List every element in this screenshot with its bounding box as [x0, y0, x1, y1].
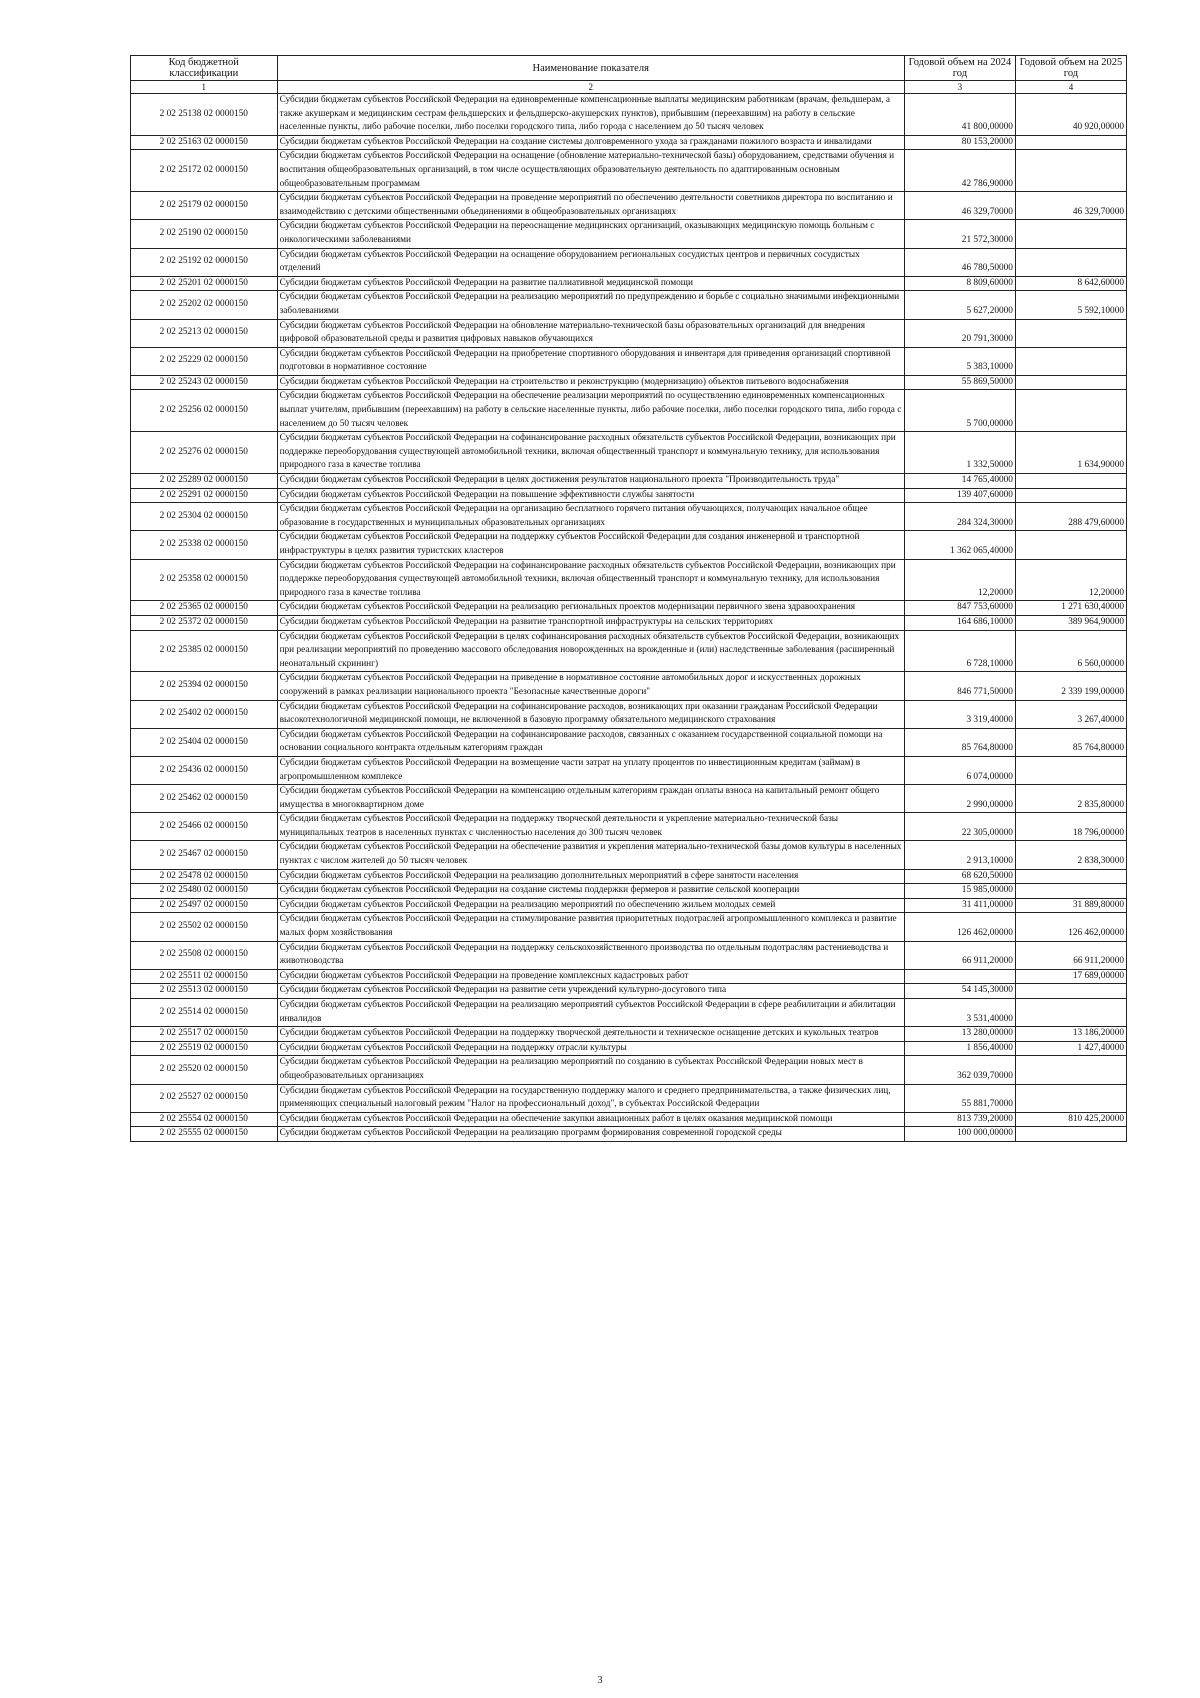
row-name: Субсидии бюджетам субъектов Российской Федерации на реализацию мероприятий по созданию в субъектах Российской Федерации новых мест в общеобразовательных организациях — [277, 1056, 904, 1084]
row-name: Субсидии бюджетам субъектов Российской Федерации на обеспечение реализации мероприятий по осуществлению единовременных компенсационных выплат учителям, прибывшим (переехавшим) на работу в сельские населенные пункты, либо рабочие поселки, либо поселки городского типа, либо города с населением до 50 тысяч человек — [277, 390, 904, 432]
table-row — [131, 630, 1127, 672]
row-2024: 46 329,70000 — [904, 192, 1015, 220]
row-2024: 6 728,10000 — [904, 630, 1015, 672]
row-name: Субсидии бюджетам субъектов Российской Федерации на обеспечение развития и укрепления материально-технической базы домов культуры в населенных пунктах с числом жителей до 50 тысяч человек — [277, 841, 904, 869]
row-name: Субсидии бюджетам субъектов Российской Федерации на повышение эффективности службы занятости — [277, 488, 904, 503]
header-code: Код бюджетной классификации — [131, 56, 278, 81]
column-index-1: 1 — [131, 81, 278, 94]
table-row — [131, 347, 1127, 375]
table-row — [131, 220, 1127, 248]
row-2025: 389 964,90000 — [1015, 615, 1126, 630]
row-2025: 31 889,80000 — [1015, 898, 1126, 913]
header-name: Наименование показателя — [277, 56, 904, 81]
row-code: 2 02 25394 02 0000150 — [131, 672, 278, 700]
row-2025 — [1015, 869, 1126, 884]
row-2025: 5 592,10000 — [1015, 291, 1126, 319]
row-name: Субсидии бюджетам субъектов Российской Федерации на поддержку творческой деятельности и укрепление материально-технической базы муниципальных театров в населенных пунктах с численностью населения до 300 тысяч человек — [277, 813, 904, 841]
row-code: 2 02 25276 02 0000150 — [131, 432, 278, 474]
row-2024: 5 627,20000 — [904, 291, 1015, 319]
table-row — [131, 999, 1127, 1027]
row-code: 2 02 25192 02 0000150 — [131, 248, 278, 276]
row-name: Субсидии бюджетам субъектов Российской Федерации на оснащение (обновление материально-технической базы) оборудованием, средствами обучения и воспитания общеобразовательных организаций, в том числе осуществляющих образовательную деятельность по адаптированным основным общеобразовательным программам — [277, 150, 904, 192]
row-code: 2 02 25527 02 0000150 — [131, 1084, 278, 1112]
row-code: 2 02 25462 02 0000150 — [131, 785, 278, 813]
row-code: 2 02 25555 02 0000150 — [131, 1127, 278, 1142]
row-2024 — [904, 969, 1015, 984]
header-2025: Годовой объем на 2025 год — [1015, 56, 1126, 81]
table-row — [131, 276, 1127, 291]
row-name: Субсидии бюджетам субъектов Российской Федерации на проведение комплексных кадастровых работ — [277, 969, 904, 984]
row-name: Субсидии бюджетам субъектов Российской Федерации в целях достижения результатов национального проекта "Производительность труда" — [277, 474, 904, 489]
row-2025 — [1015, 1127, 1126, 1142]
row-2024: 813 739,20000 — [904, 1112, 1015, 1127]
table-row — [131, 375, 1127, 390]
table-row — [131, 531, 1127, 559]
row-2025 — [1015, 1084, 1126, 1112]
row-name: Субсидии бюджетам субъектов Российской Федерации на переоснащение медицинских организаций, оказывающих медицинскую помощь больным с онкологическими заболеваниями — [277, 220, 904, 248]
table-row — [131, 319, 1127, 347]
row-2025: 46 329,70000 — [1015, 192, 1126, 220]
row-2025: 18 796,00000 — [1015, 813, 1126, 841]
row-name: Субсидии бюджетам субъектов Российской Федерации на развитие транспортной инфраструктуры на сельских территориях — [277, 615, 904, 630]
row-code: 2 02 25358 02 0000150 — [131, 559, 278, 601]
table-row — [131, 150, 1127, 192]
row-code: 2 02 25229 02 0000150 — [131, 347, 278, 375]
table-row — [131, 390, 1127, 432]
row-name: Субсидии бюджетам субъектов Российской Федерации на обеспечение закупки авиационных работ в целях оказания медицинской помощи — [277, 1112, 904, 1127]
row-name: Субсидии бюджетам субъектов Российской Федерации на реализацию мероприятий по предупреждению и борьбе с социально значимыми инфекционными заболеваниями — [277, 291, 904, 319]
table-row — [131, 601, 1127, 616]
row-2024: 55 869,50000 — [904, 375, 1015, 390]
table-row — [131, 898, 1127, 913]
row-name: Субсидии бюджетам субъектов Российской Федерации на реализацию дополнительных мероприятий в сфере занятости населения — [277, 869, 904, 884]
row-code: 2 02 25202 02 0000150 — [131, 291, 278, 319]
row-2025 — [1015, 474, 1126, 489]
row-2024: 55 881,70000 — [904, 1084, 1015, 1112]
row-2025: 1 271 630,40000 — [1015, 601, 1126, 616]
row-2025 — [1015, 220, 1126, 248]
row-code: 2 02 25480 02 0000150 — [131, 884, 278, 899]
row-2024: 46 780,50000 — [904, 248, 1015, 276]
row-2024: 3 319,40000 — [904, 700, 1015, 728]
row-2024: 6 074,00000 — [904, 756, 1015, 784]
row-code: 2 02 25172 02 0000150 — [131, 150, 278, 192]
table-row — [131, 785, 1127, 813]
row-code: 2 02 25372 02 0000150 — [131, 615, 278, 630]
row-2024: 3 531,40000 — [904, 999, 1015, 1027]
row-2024: 2 990,00000 — [904, 785, 1015, 813]
row-2024: 100 000,00000 — [904, 1127, 1015, 1142]
row-code: 2 02 25497 02 0000150 — [131, 898, 278, 913]
row-name: Субсидии бюджетам субъектов Российской Федерации на создание системы поддержки фермеров и развитие сельской кооперации — [277, 884, 904, 899]
table-row — [131, 615, 1127, 630]
row-2025: 3 267,40000 — [1015, 700, 1126, 728]
row-code: 2 02 25517 02 0000150 — [131, 1027, 278, 1042]
table-row — [131, 728, 1127, 756]
table-row — [131, 1084, 1127, 1112]
table-row — [131, 503, 1127, 531]
table-row — [131, 913, 1127, 941]
row-code: 2 02 25338 02 0000150 — [131, 531, 278, 559]
row-name: Субсидии бюджетам субъектов Российской Федерации на приобретение спортивного оборудования и инвентаря для приведения организаций спортивной подготовки в нормативное состояние — [277, 347, 904, 375]
column-index-4: 4 — [1015, 81, 1126, 94]
row-code: 2 02 25291 02 0000150 — [131, 488, 278, 503]
table-row — [131, 248, 1127, 276]
row-name: Субсидии бюджетам субъектов Российской Федерации на поддержку отрасли культуры — [277, 1041, 904, 1056]
table-row — [131, 291, 1127, 319]
row-name: Субсидии бюджетам субъектов Российской Федерации на поддержку творческой деятельности и техническое оснащение детских и кукольных театров — [277, 1027, 904, 1042]
table-row — [131, 1041, 1127, 1056]
table-row — [131, 474, 1127, 489]
row-2024: 5 700,00000 — [904, 390, 1015, 432]
row-code: 2 02 25365 02 0000150 — [131, 601, 278, 616]
row-2024: 12,20000 — [904, 559, 1015, 601]
row-2024: 85 764,80000 — [904, 728, 1015, 756]
budget-table — [130, 55, 1127, 1142]
row-2024: 21 572,30000 — [904, 220, 1015, 248]
row-2025: 1 634,90000 — [1015, 432, 1126, 474]
row-2024: 139 407,60000 — [904, 488, 1015, 503]
table-row — [131, 700, 1127, 728]
row-2025: 288 479,60000 — [1015, 503, 1126, 531]
row-name: Субсидии бюджетам субъектов Российской Федерации на стимулирование развития приоритетных подотраслей агропромышленного комплекса и развитие малых форм хозяйствования — [277, 913, 904, 941]
table-row — [131, 559, 1127, 601]
row-2025: 85 764,80000 — [1015, 728, 1126, 756]
row-code: 2 02 25179 02 0000150 — [131, 192, 278, 220]
row-2024: 41 800,00000 — [904, 94, 1015, 136]
row-2024: 846 771,50000 — [904, 672, 1015, 700]
table-row — [131, 1027, 1127, 1042]
table-row — [131, 884, 1127, 899]
row-code: 2 02 25554 02 0000150 — [131, 1112, 278, 1127]
row-2025: 8 642,60000 — [1015, 276, 1126, 291]
column-index-2: 2 — [277, 81, 904, 94]
row-2024: 66 911,20000 — [904, 941, 1015, 969]
table-body — [131, 94, 1127, 1142]
row-code: 2 02 25502 02 0000150 — [131, 913, 278, 941]
row-2025: 2 838,30000 — [1015, 841, 1126, 869]
row-2025 — [1015, 390, 1126, 432]
row-code: 2 02 25163 02 0000150 — [131, 135, 278, 150]
table-row — [131, 969, 1127, 984]
row-code: 2 02 25256 02 0000150 — [131, 390, 278, 432]
row-name: Субсидии бюджетам субъектов Российской Федерации на государственную поддержку малого и среднего предпринимательства, а также физических лиц, применяющих специальный налоговый режим "Налог на профессиональный доход", в субъектах Российской Федерации — [277, 1084, 904, 1112]
row-name: Субсидии бюджетам субъектов Российской Федерации на обновление материально-технической базы образовательных организаций для внедрения цифровой образовательной среды и развития цифровых навыков обучающихся — [277, 319, 904, 347]
budget-table-container — [130, 55, 1127, 1142]
row-2025: 66 911,20000 — [1015, 941, 1126, 969]
row-code: 2 02 25466 02 0000150 — [131, 813, 278, 841]
row-2024: 1 362 065,40000 — [904, 531, 1015, 559]
row-code: 2 02 25520 02 0000150 — [131, 1056, 278, 1084]
row-2024: 68 620,50000 — [904, 869, 1015, 884]
table-row — [131, 135, 1127, 150]
row-name: Субсидии бюджетам субъектов Российской Федерации на строительство и реконструкцию (модернизацию) объектов питьевого водоснабжения — [277, 375, 904, 390]
row-2024: 42 786,90000 — [904, 150, 1015, 192]
row-2024: 80 153,20000 — [904, 135, 1015, 150]
row-2025: 40 920,00000 — [1015, 94, 1126, 136]
row-code: 2 02 25213 02 0000150 — [131, 319, 278, 347]
row-2024: 1 856,40000 — [904, 1041, 1015, 1056]
row-name: Субсидии бюджетам субъектов Российской Федерации на софинансирование расходных обязательств субъектов Российской Федерации, возникающих при поддержке переоборудования существующей автомобильной техники, включая общественный транспорт и коммунальную технику, для использования природного газа в качестве топлива — [277, 432, 904, 474]
table-row — [131, 488, 1127, 503]
row-2024: 5 383,10000 — [904, 347, 1015, 375]
page-number: 3 — [597, 1675, 603, 1686]
row-name: Субсидии бюджетам субъектов Российской Федерации на реализацию мероприятий субъектов Российской Федерации в сфере реабилитации и абилитации инвалидов — [277, 999, 904, 1027]
table-row — [131, 756, 1127, 784]
table-row — [131, 941, 1127, 969]
row-name: Субсидии бюджетам субъектов Российской Федерации на организацию бесплатного горячего питания обучающихся, получающих начальное общее образование в государственных и муниципальных образовательных организациях — [277, 503, 904, 531]
row-code: 2 02 25289 02 0000150 — [131, 474, 278, 489]
row-name: Субсидии бюджетам субъектов Российской Федерации на приведение в нормативное состояние автомобильных дорог и искусственных дорожных сооружений в рамках реализации национального проекта "Безопасные качественные дороги" — [277, 672, 904, 700]
row-2025: 126 462,00000 — [1015, 913, 1126, 941]
row-2025 — [1015, 248, 1126, 276]
row-name: Субсидии бюджетам субъектов Российской Федерации на реализацию региональных проектов модернизации первичного звена здравоохранения — [277, 601, 904, 616]
row-2024: 13 280,00000 — [904, 1027, 1015, 1042]
row-name: Субсидии бюджетам субъектов Российской Федерации на софинансирование расходов, возникающих при оказании гражданам Российской Федерации высокотехнологичной медицинской помощи, не включенной в базовую программу обязательного медицинского страхования — [277, 700, 904, 728]
row-code: 2 02 25201 02 0000150 — [131, 276, 278, 291]
row-2024: 31 411,00000 — [904, 898, 1015, 913]
row-code: 2 02 25190 02 0000150 — [131, 220, 278, 248]
row-name: Субсидии бюджетам субъектов Российской Федерации на развитие сети учреждений культурно-досугового типа — [277, 984, 904, 999]
row-code: 2 02 25519 02 0000150 — [131, 1041, 278, 1056]
row-code: 2 02 25385 02 0000150 — [131, 630, 278, 672]
row-2025 — [1015, 375, 1126, 390]
table-header-row — [131, 56, 1127, 81]
row-code: 2 02 25513 02 0000150 — [131, 984, 278, 999]
row-name: Субсидии бюджетам субъектов Российской Федерации на создание системы долговременного ухода за гражданами пожилого возраста и инвалидами — [277, 135, 904, 150]
table-row — [131, 94, 1127, 136]
row-name: Субсидии бюджетам субъектов Российской Федерации на проведение мероприятий по обеспечению деятельности советников директора по воспитанию и взаимодействию с детскими общественными объединениями в общеобразовательных организациях — [277, 192, 904, 220]
row-code: 2 02 25514 02 0000150 — [131, 999, 278, 1027]
column-index-3: 3 — [904, 81, 1015, 94]
table-row — [131, 984, 1127, 999]
row-name: Субсидии бюджетам субъектов Российской Федерации на софинансирование расходов, связанных с оказанием государственной социальной помощи на основании социального контракта отдельным категориям граждан — [277, 728, 904, 756]
row-2024: 126 462,00000 — [904, 913, 1015, 941]
table-row — [131, 841, 1127, 869]
row-code: 2 02 25404 02 0000150 — [131, 728, 278, 756]
row-2025: 17 689,00000 — [1015, 969, 1126, 984]
row-2025: 13 186,20000 — [1015, 1027, 1126, 1042]
row-2025: 1 427,40000 — [1015, 1041, 1126, 1056]
row-2024: 15 985,00000 — [904, 884, 1015, 899]
row-2024: 164 686,10000 — [904, 615, 1015, 630]
row-2025: 6 560,00000 — [1015, 630, 1126, 672]
row-2025 — [1015, 347, 1126, 375]
row-2024: 1 332,50000 — [904, 432, 1015, 474]
row-2024: 284 324,30000 — [904, 503, 1015, 531]
table-row — [131, 1112, 1127, 1127]
row-code: 2 02 25467 02 0000150 — [131, 841, 278, 869]
row-2024: 2 913,10000 — [904, 841, 1015, 869]
row-name: Субсидии бюджетам субъектов Российской Федерации на софинансирование расходных обязательств субъектов Российской Федерации, возникающих при поддержке переоборудования существующей автомобильной техники, включая общественный транспорт и коммунальную технику, для использования природного газа в качестве топлива — [277, 559, 904, 601]
row-2025 — [1015, 488, 1126, 503]
row-2024: 14 765,40000 — [904, 474, 1015, 489]
row-2025: 810 425,20000 — [1015, 1112, 1126, 1127]
row-2025 — [1015, 1056, 1126, 1084]
row-2025: 2 835,80000 — [1015, 785, 1126, 813]
row-code: 2 02 25511 02 0000150 — [131, 969, 278, 984]
row-2024: 54 145,30000 — [904, 984, 1015, 999]
row-2024: 22 305,00000 — [904, 813, 1015, 841]
row-2025: 2 339 199,00000 — [1015, 672, 1126, 700]
row-name: Субсидии бюджетам субъектов Российской Федерации на оснащение оборудованием региональных сосудистых центров и первичных сосудистых отделений — [277, 248, 904, 276]
row-code: 2 02 25138 02 0000150 — [131, 94, 278, 136]
row-code: 2 02 25478 02 0000150 — [131, 869, 278, 884]
row-name: Субсидии бюджетам субъектов Российской Федерации на единовременные компенсационные выплаты медицинским работникам (врачам, фельдшерам, а также акушеркам и медицинским сестрам фельдшерских и фельдшерско-акушерских пунктов), прибывшим (переехавшим) на работу в сельские населенные пункты, либо рабочие поселки, либо поселки городского типа, либо города с населением до 50 тысяч человек — [277, 94, 904, 136]
row-code: 2 02 25243 02 0000150 — [131, 375, 278, 390]
row-name: Субсидии бюджетам субъектов Российской Федерации на поддержку сельскохозяйственного производства по отдельным подотраслям растениеводства и животноводства — [277, 941, 904, 969]
row-name: Субсидии бюджетам субъектов Российской Федерации в целях софинансирования расходных обязательств субъектов Российской Федерации, возникающих при реализации мероприятий по проведению массового обследования новорожденных на врожденные и (или) наследственные заболевания (расширенный неонатальный скрининг) — [277, 630, 904, 672]
row-code: 2 02 25436 02 0000150 — [131, 756, 278, 784]
row-2025 — [1015, 984, 1126, 999]
row-code: 2 02 25304 02 0000150 — [131, 503, 278, 531]
row-2025 — [1015, 150, 1126, 192]
table-row — [131, 869, 1127, 884]
table-row — [131, 672, 1127, 700]
row-2024: 847 753,60000 — [904, 601, 1015, 616]
row-code: 2 02 25402 02 0000150 — [131, 700, 278, 728]
row-2024: 8 809,60000 — [904, 276, 1015, 291]
row-2025: 12,20000 — [1015, 559, 1126, 601]
column-index-row — [131, 81, 1127, 94]
table-row — [131, 432, 1127, 474]
row-name: Субсидии бюджетам субъектов Российской Федерации на реализацию мероприятий по обеспечению жильем молодых семей — [277, 898, 904, 913]
row-2025 — [1015, 756, 1126, 784]
row-2025 — [1015, 319, 1126, 347]
row-2024: 20 791,30000 — [904, 319, 1015, 347]
row-name: Субсидии бюджетам субъектов Российской Федерации на возмещение части затрат на уплату процентов по инвестиционным кредитам (займам) в агропромышленном комплексе — [277, 756, 904, 784]
header-2024: Годовой объем на 2024 год — [904, 56, 1015, 81]
table-row — [131, 192, 1127, 220]
row-code: 2 02 25508 02 0000150 — [131, 941, 278, 969]
row-2025 — [1015, 999, 1126, 1027]
row-name: Субсидии бюджетам субъектов Российской Федерации на компенсацию отдельным категориям граждан оплаты взноса на капитальный ремонт общего имущества в многоквартирном доме — [277, 785, 904, 813]
table-row — [131, 1056, 1127, 1084]
row-name: Субсидии бюджетам субъектов Российской Федерации на развитие паллиативной медицинской помощи — [277, 276, 904, 291]
row-name: Субсидии бюджетам субъектов Российской Федерации на реализацию программ формирования современной городской среды — [277, 1127, 904, 1142]
row-2025 — [1015, 135, 1126, 150]
row-name: Субсидии бюджетам субъектов Российской Федерации на поддержку субъектов Российской Федерации для создания инженерной и транспортной инфраструктуры в целях развития туристских кластеров — [277, 531, 904, 559]
row-2025 — [1015, 884, 1126, 899]
table-row — [131, 1127, 1127, 1142]
table-row — [131, 813, 1127, 841]
row-2024: 362 039,70000 — [904, 1056, 1015, 1084]
row-2025 — [1015, 531, 1126, 559]
